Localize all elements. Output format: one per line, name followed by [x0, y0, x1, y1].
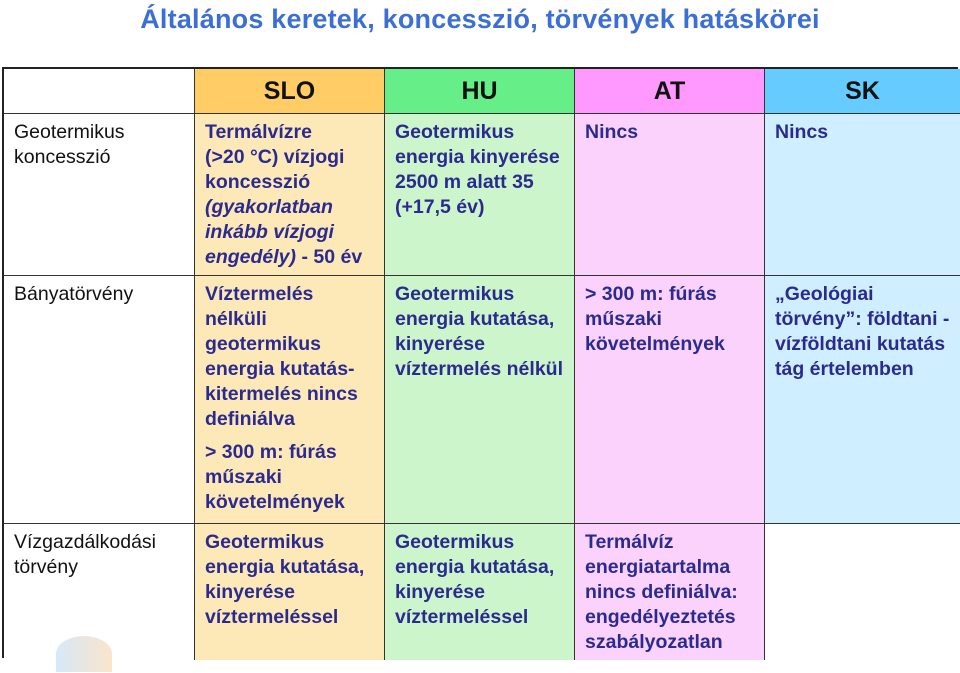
header-slo: SLO	[195, 69, 385, 114]
comparison-table	[2, 67, 958, 658]
cell-at-banyatorveny: > 300 m: fúrás műszaki követelmények	[575, 276, 765, 524]
cell-sk-koncesszio: Nincs	[765, 114, 960, 276]
slo-italic1: (gyakorlatban	[205, 196, 333, 218]
header-sk: SK	[765, 69, 960, 114]
slo-italic2: inkább vízjogi	[205, 221, 334, 243]
slo-p2: > 300 m: fúrás műszaki követelmények	[205, 441, 345, 513]
cell-slo-banyatorveny	[195, 276, 385, 524]
slo-line2: (>20 °C) vízjogi	[205, 146, 345, 168]
page-title: Általános keretek, koncesszió, törvények hatáskörei	[140, 4, 820, 34]
row-label-banyatorveny: Bányatörvény	[4, 276, 195, 524]
cell-sk-vizgazdalkodasi	[765, 524, 960, 660]
header-corner	[4, 69, 195, 114]
slo-line3: koncesszió	[205, 171, 311, 193]
header-hu: HU	[385, 69, 575, 114]
cell-hu-koncesszio: Geotermikus energia kinyerése 2500 m alatt 35 (+17,5 év)	[385, 114, 575, 276]
header-at: AT	[575, 69, 765, 114]
cell-at-vizgazdalkodasi: Termálvíz energiatartalma nincs definiálva: engedélyeztetés szabályozatlan	[575, 524, 765, 660]
slo-last-line	[205, 245, 376, 270]
row-label-vizgazdalkodasi: Vízgazdálkodási törvény	[4, 524, 195, 660]
row-label-koncesszio: Geotermikus koncesszió	[4, 114, 195, 276]
cell-at-koncesszio: Nincs	[575, 114, 765, 276]
decorative-logo-fragment	[56, 636, 112, 672]
slo-p1: Víztermelés nélküli geotermikus energia kutatás-kitermelés nincs definiálva	[205, 283, 358, 430]
cell-hu-banyatorveny: Geotermikus energia kutatása, kinyerése víztermelés nélkül	[385, 276, 575, 524]
cell-sk-banyatorveny: „Geológiai törvény”: földtani - vízföldtani kutatás tág értelemben	[765, 276, 960, 524]
cell-hu-vizgazdalkodasi: Geotermikus energia kutatása, kinyerése víztermeléssel	[385, 524, 575, 660]
cell-slo-koncesszio	[195, 114, 385, 276]
slo-suffix: - 50 év	[296, 246, 363, 268]
slo-italic3: engedély)	[205, 246, 297, 268]
cell-slo-vizgazdalkodasi: Geotermikus energia kutatása, kinyerése víztermeléssel	[195, 524, 385, 660]
slo-line1: Termálvízre	[205, 121, 312, 143]
